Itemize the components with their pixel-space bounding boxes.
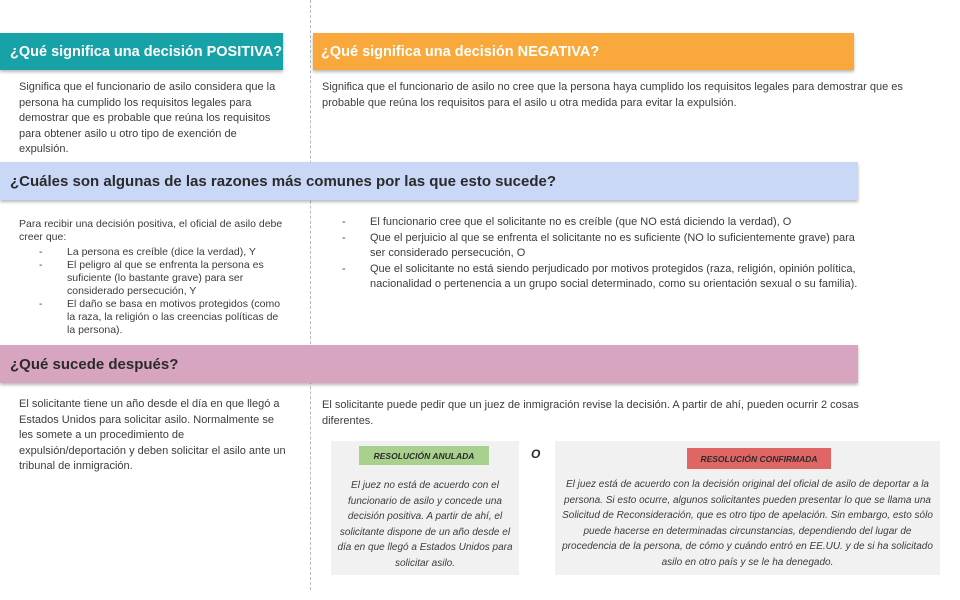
confirmed-text: El juez está de acuerdo con la decisión original del oficial de asilo de deportar a la persona. Si esto ocurre, algunos solicitantes pueden presentar lo que se llama una Solicitud de Reconsideración, que es otro tipo de apelación. Sin embargo, esto sólo puede hacerse en determinadas circunstancias, dependiendo del lugar de procedencia de la persona, de cómo y cuándo entró en EE.UU. y de si ha solicitado asilo en otro país y se le ha denegado. — [562, 479, 933, 568]
reasons-heading: ¿Cuáles son algunas de las razones más comunes por las que esto sucede? — [0, 162, 858, 200]
list-item: - El peligro al que se enfrenta la persona es suficiente (lo bastante grave) para ser considerado persecución, Y — [39, 259, 264, 297]
list-item: - Que el solicitante no está siendo perjudicado por motivos protegidos (raza, religión, opinión política, nacionalidad o pertenencia a un grupo social determinado, como su orientación sexual o su familia). — [342, 262, 858, 290]
list-item: - La persona es creíble (dice la verdad), Y — [39, 246, 256, 258]
positive-reasons-list — [19, 246, 289, 337]
negative-decision-heading: ¿Qué significa una decisión NEGATIVA? — [313, 33, 854, 70]
annulled-text: El juez no está de acuerdo con el funcionario de asilo y concede una decisión positiva. A partir de ahí, el solicitante dispone de un año desde el día en que llegó a Estados Unidos para solicitar asilo. — [337, 480, 513, 569]
list-item: - Que el perjuicio al que se enfrenta el solicitante no es suficiente (NO lo suficientemente grave) para ser considerado persecución, O — [342, 231, 855, 259]
list-item: - El daño se basa en motivos protegidos (como la raza, la religión o las creencias políticas de la persona). — [39, 298, 281, 336]
positive-next-text: El solicitante tiene un año desde el día en que llegó a Estados Unidos para solicitar asilo. Normalmente se les somete a un procedimiento de expulsión/deportación y deben solicitar el asilo ante un tribunal de inmigración. — [19, 398, 286, 472]
positive-reasons-intro: Para recibir una decisión positiva, el oficial de asilo debe creer que: — [19, 218, 283, 243]
negative-reasons-list — [342, 215, 872, 293]
positive-decision-heading: ¿Qué significa una decisión POSITIVA? — [0, 33, 283, 70]
confirmed-tag: RESOLUCIÓN CONFIRMADA — [687, 448, 831, 469]
negative-reasons — [342, 215, 872, 293]
positive-decision-text: Significa que el funcionario de asilo considera que la persona ha cumplido los requisitos legales para demostrar que es probable que reúna los requisitos para obtener asilo u otro tipo de exención de expulsión. — [19, 81, 276, 155]
column-divider — [310, 0, 311, 590]
or-separator: O — [531, 447, 541, 461]
list-item: - El funcionario cree que el solicitante no es creíble (que NO está diciendo la verdad), O — [342, 216, 792, 228]
next-steps-heading: ¿Qué sucede después? — [0, 345, 858, 383]
negative-next-text: El solicitante puede pedir que un juez de inmigración revise la decisión. A partir de ahí, pueden ocurrir 2 cosas diferentes. — [322, 399, 859, 427]
positive-reasons — [19, 218, 289, 337]
annulled-tag: RESOLUCIÓN ANULADA — [359, 446, 489, 465]
negative-decision-text: Significa que el funcionario de asilo no cree que la persona haya cumplido los requisitos legales para demostrar que es probable que reúna los requisitos para el asilo u otra medida para evitar la expulsión. — [322, 81, 903, 109]
